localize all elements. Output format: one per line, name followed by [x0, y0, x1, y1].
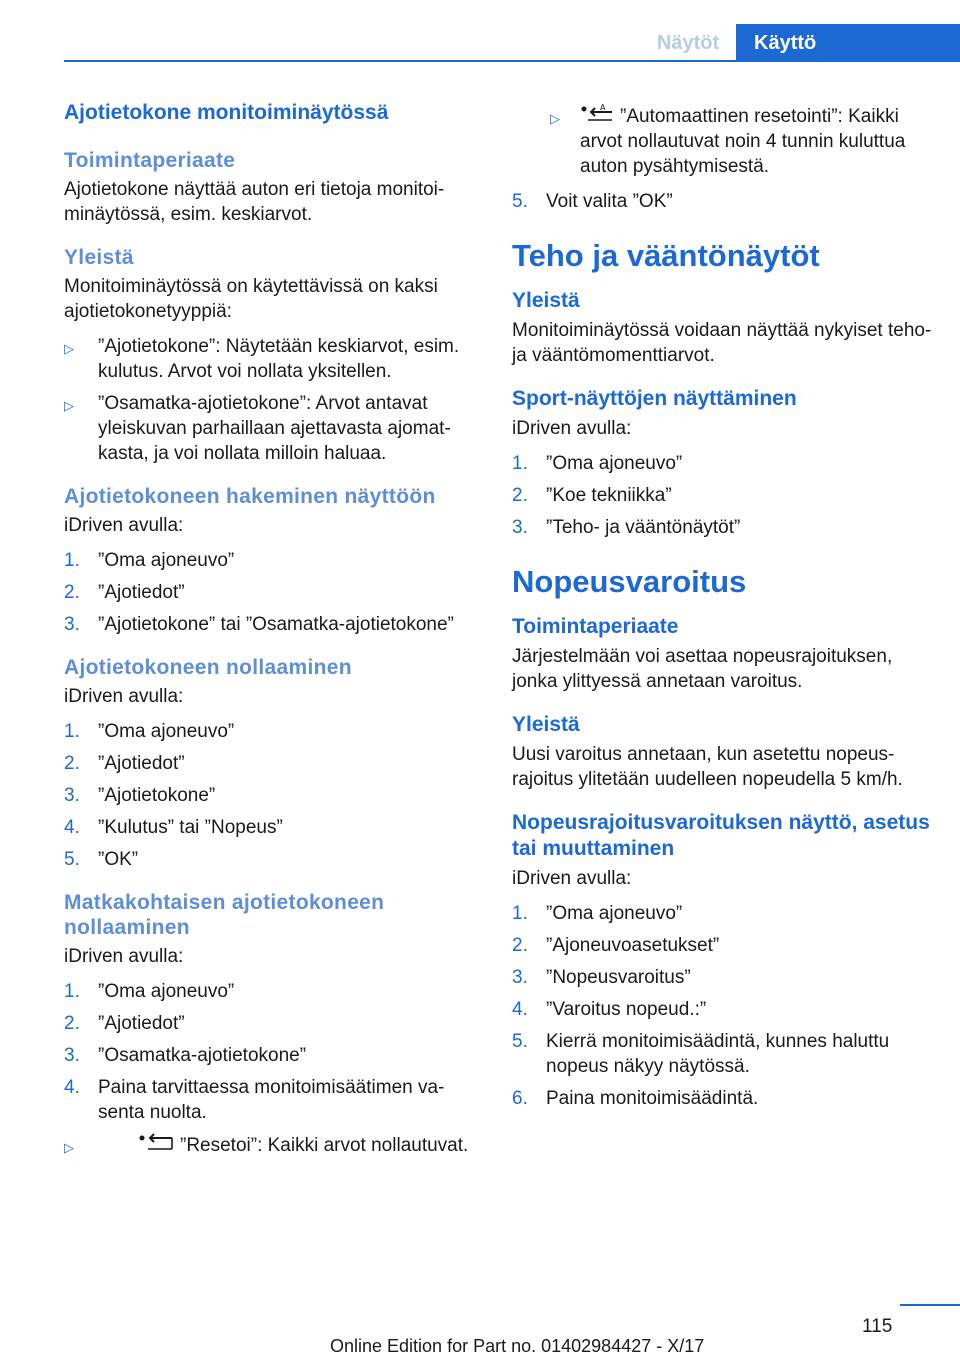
- paragraph-yleista: Monitoiminäytössä on käytettävissä on kaksi ajotietokonetyyppiä:: [64, 276, 438, 322]
- steps-nollaaminen: [64, 719, 484, 872]
- list-item: 2. ”Ajotiedot”: [64, 582, 185, 603]
- heading-yleista-nopeus: Yleistä: [512, 713, 580, 737]
- svg-text:A: A: [600, 104, 606, 113]
- paragraph-toimintaperiaate-nopeus: Järjestelmään voi asettaa nopeusrajoituksen, jonka ylittyessä annetaan varoitus.: [512, 646, 893, 693]
- list-item: ▷ A ”Automaattinen resetointi”: Kaikki arvot nollautuvat noin 4 tunnin kuluttua auton pysähtymisestä.: [550, 104, 906, 178]
- heading-yleista: Yleistä: [64, 246, 134, 269]
- heading-toimintaperiaate-nopeus: Toimintaperiaate: [512, 615, 679, 639]
- sub-list: [64, 1133, 484, 1158]
- right-column: [512, 100, 932, 1118]
- header-rule: [64, 60, 960, 62]
- reset-arrow-icon: [138, 1133, 174, 1158]
- list-item: 3. ”Teho- ja vääntönäytöt”: [512, 517, 741, 539]
- bullet-triangle-icon: ▷: [550, 111, 560, 126]
- list-item: 5. ”OK”: [64, 849, 139, 870]
- list-item: ▷ ”Ajotietokone”: Näytetään keskiarvot, esim. kulutus. Arvot voi nollata yksitellen.: [64, 336, 460, 382]
- bullet-triangle-icon: ▷: [64, 1140, 74, 1155]
- sub-list-continued: [512, 104, 932, 179]
- steps-continued: [512, 189, 932, 214]
- list-item: 4. ”Varoitus nopeud.:”: [512, 999, 707, 1021]
- page-header: [0, 24, 960, 62]
- section-title-ajotietokone: Ajotietokone monitoiminäytössä: [64, 101, 389, 124]
- tab-kaytto[interactable]: Käyttö: [736, 24, 960, 62]
- list-item: 2. ”Koe tekniikka”: [512, 485, 672, 507]
- list-item: 2. ”Ajotiedot”: [64, 753, 185, 774]
- list-item: 6. Paina monitoimisäädintä.: [512, 1088, 759, 1110]
- edition-note: Online Edition for Part no. 01402984427 - X/17: [330, 1336, 705, 1356]
- heading-nollaaminen: Ajotietokoneen nollaaminen: [64, 656, 352, 679]
- list-item: 5. Kierrä monitoimisäädintä, kunnes haluttu nopeus näkyy näytössä.: [512, 1031, 890, 1078]
- title-nopeusvaroitus: Nopeusvaroitus: [512, 564, 747, 600]
- left-column: [64, 100, 484, 1165]
- bullet-triangle-icon: ▷: [64, 398, 74, 413]
- intro-idrive: iDriven avulla:: [64, 515, 184, 536]
- intro-idrive: iDriven avulla:: [64, 686, 184, 707]
- list-item: 3. ”Osamatka-ajotietokone”: [64, 1045, 307, 1066]
- heading-toimintaperiaate: Toimintaperiaate: [64, 149, 236, 172]
- heading-yleista-teho: Yleistä: [512, 289, 580, 313]
- list-item: 3. ”Ajotietokone” tai ”Osamatka-ajotietokone”: [64, 614, 454, 635]
- list-item: 4. Paina tarvittaessa monitoimisäätimen vasenta nuolta. ▷ ”Resetoi”: Kaikki arvot nollautuvat.: [64, 1075, 484, 1158]
- steps-matkakohtainen: [64, 979, 484, 1158]
- list-item: 1. ”Oma ajoneuvo”: [512, 453, 683, 475]
- list-item: 5. Voit valita ”OK”: [512, 191, 673, 213]
- paragraph-yleista-teho: Monitoiminäytössä voidaan näyttää nykyiset teho- ja vääntömomenttiarvot.: [512, 320, 932, 367]
- list-item: 1. ”Oma ajoneuvo”: [64, 721, 235, 742]
- heading-nopeusrajoitus: Nopeusrajoitusvaroituksen näyttö, asetus tai muuttaminen: [512, 811, 930, 861]
- page-number: 115: [862, 1316, 893, 1337]
- intro-idrive: iDriven avulla:: [512, 868, 632, 890]
- paragraph-yleista-nopeus: Uusi varoitus annetaan, kun asetettu nopeusrajoitus ylitetään uudelleen nopeudella 5 km/h.: [512, 744, 903, 791]
- list-item: ▷ ”Osamatka-ajotietokone”: Arvot antavat yleiskuvan parhaillaan ajettavasta ajomatkasta, ja voi nollata milloin haluaa.: [64, 393, 451, 464]
- heading-sport: Sport-näyttöjen näyttäminen: [512, 387, 797, 411]
- steps-hakeminen: [64, 548, 484, 637]
- list-item: 3. ”Nopeusvaroitus”: [512, 967, 691, 989]
- list-item: 2. ”Ajoneuvoasetukset”: [512, 935, 720, 957]
- heading-matkakohtainen: Matkakohtaisen ajotietokoneen nollaaminen: [64, 891, 385, 939]
- list-item: 1. ”Oma ajoneuvo”: [512, 903, 683, 925]
- intro-idrive: iDriven avulla:: [512, 418, 632, 440]
- bullet-triangle-icon: ▷: [64, 341, 74, 356]
- list-item: ▷ ”Resetoi”: Kaikki arvot nollautuvat.: [64, 1133, 484, 1158]
- list-item: 1. ”Oma ajoneuvo”: [64, 550, 235, 571]
- list-item: 1. ”Oma ajoneuvo”: [64, 981, 235, 1002]
- steps-sport: [512, 451, 932, 540]
- heading-hakeminen: Ajotietokoneen hakeminen näyttöön: [64, 485, 436, 508]
- list-item: 2. ”Ajotiedot”: [64, 1013, 185, 1034]
- auto-reset-arrow-icon: [580, 104, 614, 129]
- list-item: 4. ”Kulutus” tai ”Nopeus”: [64, 817, 283, 838]
- list-item: 3. ”Ajotietokone”: [64, 785, 216, 806]
- steps-nopeusrajoitus: [512, 901, 932, 1111]
- title-teho: Teho ja vääntönäytöt: [512, 238, 820, 274]
- paragraph-toimintaperiaate: Ajotietokone näyttää auton eri tietoja monitoiminäytössä, esim. keskiarvot.: [64, 179, 445, 225]
- footer-rule: [900, 1304, 960, 1306]
- intro-idrive: iDriven avulla:: [64, 946, 184, 967]
- tab-naytot[interactable]: Näytöt: [656, 32, 720, 54]
- bullet-list-types: [64, 334, 484, 466]
